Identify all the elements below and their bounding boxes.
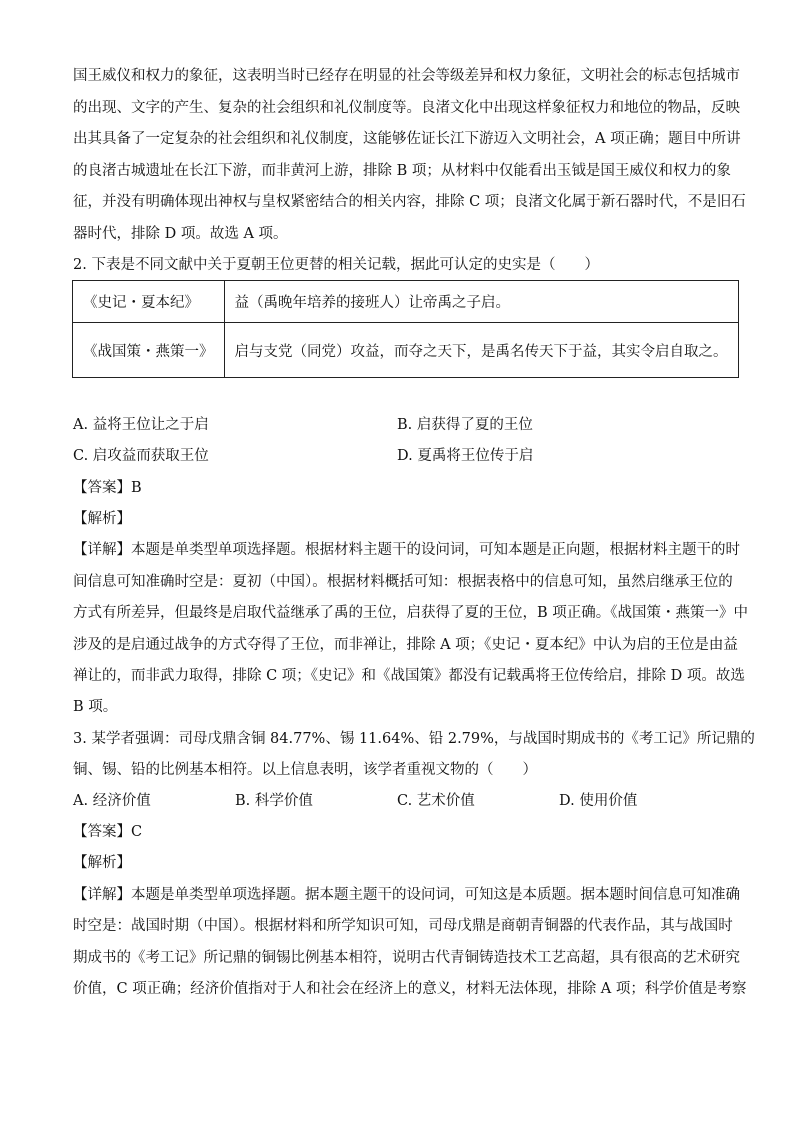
q2-option-d: D. 夏禹将王位传于启 xyxy=(397,448,534,464)
q3-option-c: C. 艺术价值 xyxy=(397,793,475,809)
q3-analysis-label: 【解析】 xyxy=(73,855,131,871)
table-cell-source: 《史记・夏本纪》 xyxy=(73,281,225,323)
q2-detail-line: 【详解】本题是单类型单项选择题。根据材料主题干的设问词，可知本题是正向题，根据材料主题干的时 xyxy=(73,542,740,558)
q2-answer: 【答案】B xyxy=(73,480,142,496)
q2-option-c: C. 启攻益而获取王位 xyxy=(73,448,209,464)
q2-detail-line: 方式有所差异，但最终是启取代益继承了禹的王位，启获得了夏的王位，B 项正确。《战国策・燕策一》中 xyxy=(73,605,749,621)
q2-detail-line: 涉及的是启通过战争的方式夺得了王位，而非禅让，排除 A 项；《史记・夏本纪》中认为启的王位是由益 xyxy=(73,637,738,653)
table-row xyxy=(73,281,739,323)
q3-answer: 【答案】C xyxy=(73,824,143,840)
q2-option-a: A. 益将王位让之于启 xyxy=(73,417,209,433)
q3-option-b: B. 科学价值 xyxy=(235,793,313,809)
intro-line: 器时代，排除 D 项。故选 A 项。 xyxy=(73,226,288,242)
q2-detail-line: B 项。 xyxy=(73,699,118,715)
q3-stem-line: 铜、锡、铅的比例基本相符。以上信息表明，该学者重视文物的（ ） xyxy=(73,762,537,778)
q3-detail-line: 价值，C 项正确；经济价值指对于人和社会在经济上的意义，材料无法体现，排除 A 项；科学价值是考察 xyxy=(73,981,747,997)
q2-detail-line: 间信息可知准确时空是：夏初（中国）。根据材料概括可知：根据表格中的信息可知，虽然启继承王位的 xyxy=(73,574,733,590)
table-cell-text: 益（禹晚年培养的接班人）让帝禹之子启。 xyxy=(224,281,738,323)
q2-stem: 2. 下表是不同文献中关于夏朝王位更替的相关记载，据此可认定的史实是（ ） xyxy=(73,257,599,273)
q2-option-b: B. 启获得了夏的王位 xyxy=(397,417,533,433)
q2-analysis-label: 【解析】 xyxy=(73,511,131,527)
q3-detail-line: 期成书的《考工记》所记鼎的铜锡比例基本相符，说明古代青铜铸造技术工艺高超，具有很高的艺术研究 xyxy=(73,950,740,966)
q2-source-table xyxy=(72,280,739,378)
q3-stem-line: 3. 某学者强调：司母戊鼎含铜 84.77%、锡 11.64%、铅 2.79%，与战国时期成书的《考工记》所记鼎的 xyxy=(73,731,755,747)
intro-line: 征，并没有明确体现出神权与皇权紧密结合的相关内容，排除 C 项；良渚文化属于新石器时代，不是旧石 xyxy=(73,194,746,210)
table-row xyxy=(73,323,739,378)
table-cell-source: 《战国策・燕策一》 xyxy=(73,323,225,378)
intro-line: 的出现、文字的产生、复杂的社会组织和礼仪制度等。良渚文化中出现这样象征权力和地位的物品，反映 xyxy=(73,100,740,116)
q3-detail-line: 时空是：战国时期（中国）。根据材料和所学知识可知，司母戊鼎是商朝青铜器的代表作品，其与战国时 xyxy=(73,918,733,934)
table-cell-text: 启与支党（同党）攻益，而夺之天下，是禹名传天下于益，其实令启自取之。 xyxy=(224,323,738,378)
intro-line: 的良渚古城遗址在长江下游，而非黄河上游，排除 B 项；从材料中仅能看出玉钺是国王威仪和权力的象 xyxy=(73,163,731,179)
q3-option-a: A. 经济价值 xyxy=(73,793,151,809)
intro-line: 出其具备了一定复杂的社会组织和礼仪制度，这能够佐证长江下游迈入文明社会，A 项正确；题目中所讲 xyxy=(73,131,741,147)
intro-line: 国王威仪和权力的象征，这表明当时已经存在明显的社会等级差异和权力象征，文明社会的标志包括城市 xyxy=(73,68,740,84)
q3-option-d: D. 使用价值 xyxy=(559,793,638,809)
q3-detail-line: 【详解】本题是单类型单项选择题。据本题主题干的设问词，可知这是本质题。据本题时间信息可知准确 xyxy=(73,887,740,903)
q2-detail-line: 禅让的，而非武力取得，排除 C 项；《史记》和《战国策》都没有记载禹将王位传给启，排除 D 项。故选 xyxy=(73,668,745,684)
